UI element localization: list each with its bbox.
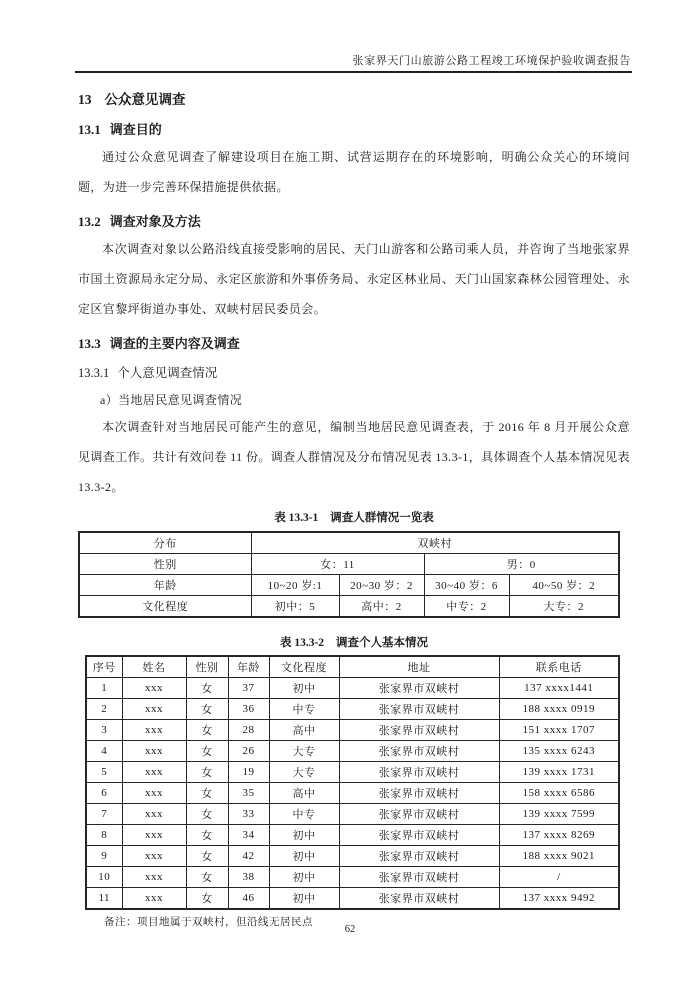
table-cell: 初中：5 [251, 596, 339, 618]
table2-caption-number: 表 13.3-2 [279, 637, 325, 649]
table-cell: / [499, 867, 619, 888]
table-footnote: 备注：项目地属于双峡村，但沿线无居民点 [104, 917, 313, 928]
table-cell: 中专 [269, 699, 339, 720]
table-cell: 35 [228, 783, 269, 804]
table2-caption-title: 调查个人基本情况 [336, 637, 429, 649]
table-cell: 38 [228, 867, 269, 888]
table-cell: 137 xxxx 9492 [499, 888, 619, 910]
column-header: 联系电话 [499, 656, 619, 678]
column-header: 年龄 [228, 656, 269, 678]
table-cell: 11 [86, 888, 122, 910]
section-number: 13 [78, 92, 92, 107]
table-cell: 4 [86, 741, 122, 762]
table-cell: 中专 [269, 804, 339, 825]
section-heading-13-2 [78, 212, 630, 232]
table-cell: 40~50 岁：2 [509, 575, 619, 596]
table-cell: 9 [86, 846, 122, 867]
table-cell: xxx [122, 699, 186, 720]
table-cell: 大专 [269, 762, 339, 783]
table-cell: xxx [122, 762, 186, 783]
column-header: 性别 [186, 656, 228, 678]
paragraph-survey-targets: 本次调查对象以公路沿线直接受影响的居民、天门山游客和公路司乘人员，并咨询了当地张家界市国土资源局永定分局、永定区旅游和外事侨务局、永定区林业局、天门山国家森林公园管理处、永定区官黎坪街道办事处、双峡村居民委员会。 [78, 242, 630, 316]
table-cell: 张家界市双峡村 [339, 804, 499, 825]
table-cell: 女 [186, 867, 228, 888]
table-cell: 张家界市双峡村 [339, 783, 499, 804]
table-row [86, 720, 619, 741]
table-cell: 137 xxxx 8269 [499, 825, 619, 846]
table-cell: 张家界市双峡村 [339, 678, 499, 699]
table-cell: 2 [86, 699, 122, 720]
table-cell: 高中 [269, 720, 339, 741]
table-cell: 151 xxxx 1707 [499, 720, 619, 741]
table-cell: 30~40 岁：6 [424, 575, 509, 596]
table-cell: 女 [186, 846, 228, 867]
table-cell: 137 xxxx1441 [499, 678, 619, 699]
section-heading-13 [78, 90, 630, 110]
table-cell: 大专 [269, 741, 339, 762]
table-cell: 5 [86, 762, 122, 783]
table-cell: 女 [186, 825, 228, 846]
table-cell: 3 [86, 720, 122, 741]
table-cell: 42 [228, 846, 269, 867]
table-row [86, 846, 619, 867]
row-label: 分布 [79, 532, 251, 554]
table-cell: 20~30 岁：2 [339, 575, 424, 596]
table-cell: 10 [86, 867, 122, 888]
table-cell: 张家界市双峡村 [339, 846, 499, 867]
table-row [86, 699, 619, 720]
column-header: 地址 [339, 656, 499, 678]
table-cell: 中专：2 [424, 596, 509, 618]
table-cell: 女 [186, 741, 228, 762]
table-cell: 张家界市双峡村 [339, 867, 499, 888]
respondent-info-table [85, 655, 620, 910]
table-cell: 6 [86, 783, 122, 804]
survey-population-table [78, 531, 620, 618]
list-item-a: a）当地居民意见调查情况 [100, 393, 243, 407]
table-cell: 女：11 [251, 554, 424, 575]
table-cell: 女 [186, 804, 228, 825]
table-cell: 初中 [269, 678, 339, 699]
table-cell: 高中：2 [339, 596, 424, 618]
table1-caption-number: 表 13.3-1 [274, 512, 319, 524]
table-cell: 女 [186, 762, 228, 783]
table-row [79, 532, 619, 554]
row-label: 年龄 [79, 575, 251, 596]
running-header-title: 张家界天门山旅游公路工程竣工环境保护验收调查报告 [352, 55, 631, 67]
table-cell: 10~20 岁:1 [251, 575, 339, 596]
table-cell: xxx [122, 720, 186, 741]
paragraph-resident-survey: 本次调查针对当地居民可能产生的意见，编制当地居民意见调查表，于 2016 年 8 月开展公众意见调查工作。共计有效问卷 11 份。调查人群情况及分布情况见表 13.3-1，具体调查个人基本情况见表 13.3-2。 [78, 420, 630, 494]
table-cell: xxx [122, 783, 186, 804]
table-row [86, 825, 619, 846]
table-row [86, 888, 619, 910]
table-cell: xxx [122, 825, 186, 846]
table-cell: 37 [228, 678, 269, 699]
column-header: 姓名 [122, 656, 186, 678]
table-cell: 张家界市双峡村 [339, 888, 499, 910]
table-cell: 双峡村 [251, 532, 619, 554]
table-row [86, 762, 619, 783]
table-cell: xxx [122, 867, 186, 888]
table-cell: 46 [228, 888, 269, 910]
section-number: 13.3 [78, 336, 101, 351]
page-number: 62 [344, 924, 356, 935]
table-cell: 初中 [269, 825, 339, 846]
table-cell: xxx [122, 888, 186, 910]
section-number: 13.1 [78, 122, 101, 137]
column-header: 序号 [86, 656, 122, 678]
table-cell: 7 [86, 804, 122, 825]
table-cell: xxx [122, 741, 186, 762]
table-header-row [86, 656, 619, 678]
table-cell: 张家界市双峡村 [339, 762, 499, 783]
table-cell: 张家界市双峡村 [339, 699, 499, 720]
table-cell: 女 [186, 888, 228, 910]
table-cell: 188 xxxx 9021 [499, 846, 619, 867]
table-cell: 女 [186, 720, 228, 741]
table-cell: 188 xxxx 0919 [499, 699, 619, 720]
section-title: 调查对象及方法 [109, 214, 201, 229]
row-label: 性别 [79, 554, 251, 575]
table-cell: 135 xxxx 6243 [499, 741, 619, 762]
table-cell: 初中 [269, 888, 339, 910]
table-cell: 1 [86, 678, 122, 699]
table-cell: 张家界市双峡村 [339, 825, 499, 846]
table-row [86, 741, 619, 762]
table2-caption [78, 635, 630, 651]
table-cell: 张家界市双峡村 [339, 720, 499, 741]
table-cell: 张家界市双峡村 [339, 741, 499, 762]
table1-caption [78, 510, 630, 526]
table-cell: 高中 [269, 783, 339, 804]
table-cell: 大专：2 [509, 596, 619, 618]
table-cell: xxx [122, 804, 186, 825]
table-cell: xxx [122, 678, 186, 699]
table-cell: 139 xxxx 7599 [499, 804, 619, 825]
table-row [86, 867, 619, 888]
table-cell: 19 [228, 762, 269, 783]
table-cell: 初中 [269, 846, 339, 867]
section-title: 公众意见调查 [104, 92, 186, 107]
table-cell: 139 xxxx 1731 [499, 762, 619, 783]
section-number: 13.2 [78, 214, 101, 229]
section-heading-13-3-1 [78, 363, 630, 383]
table-cell: 28 [228, 720, 269, 741]
table-cell: 女 [186, 783, 228, 804]
table-row [79, 554, 619, 575]
section-title: 调查的主要内容及调查 [109, 336, 240, 351]
table-cell: 女 [186, 678, 228, 699]
section-title: 个人意见调查情况 [117, 366, 218, 380]
table-cell: 158 xxxx 6586 [499, 783, 619, 804]
table-row [86, 678, 619, 699]
table-cell: 8 [86, 825, 122, 846]
section-number: 13.3.1 [78, 366, 110, 380]
table-cell: 女 [186, 699, 228, 720]
table-cell: 初中 [269, 867, 339, 888]
table-cell: 26 [228, 741, 269, 762]
table-row [79, 575, 619, 596]
table-cell: 男：0 [424, 554, 619, 575]
paragraph-survey-purpose: 通过公众意见调查了解建设项目在施工期、试营运期存在的环境影响，明确公众关心的环境问题，为进一步完善环保措施提供依据。 [78, 150, 630, 194]
section-heading-13-1 [78, 120, 630, 140]
table-cell: 33 [228, 804, 269, 825]
table1-caption-title: 调查人群情况一览表 [330, 512, 434, 524]
column-header: 文化程度 [269, 656, 339, 678]
table-row [86, 804, 619, 825]
section-heading-13-3 [78, 334, 630, 354]
table-cell: 34 [228, 825, 269, 846]
header-rule [75, 71, 632, 73]
page-content [78, 82, 630, 929]
section-title: 调查目的 [109, 122, 162, 137]
table-row [79, 596, 619, 618]
table-cell: xxx [122, 846, 186, 867]
table-cell: 36 [228, 699, 269, 720]
row-label: 文化程度 [79, 596, 251, 618]
table-row [86, 783, 619, 804]
